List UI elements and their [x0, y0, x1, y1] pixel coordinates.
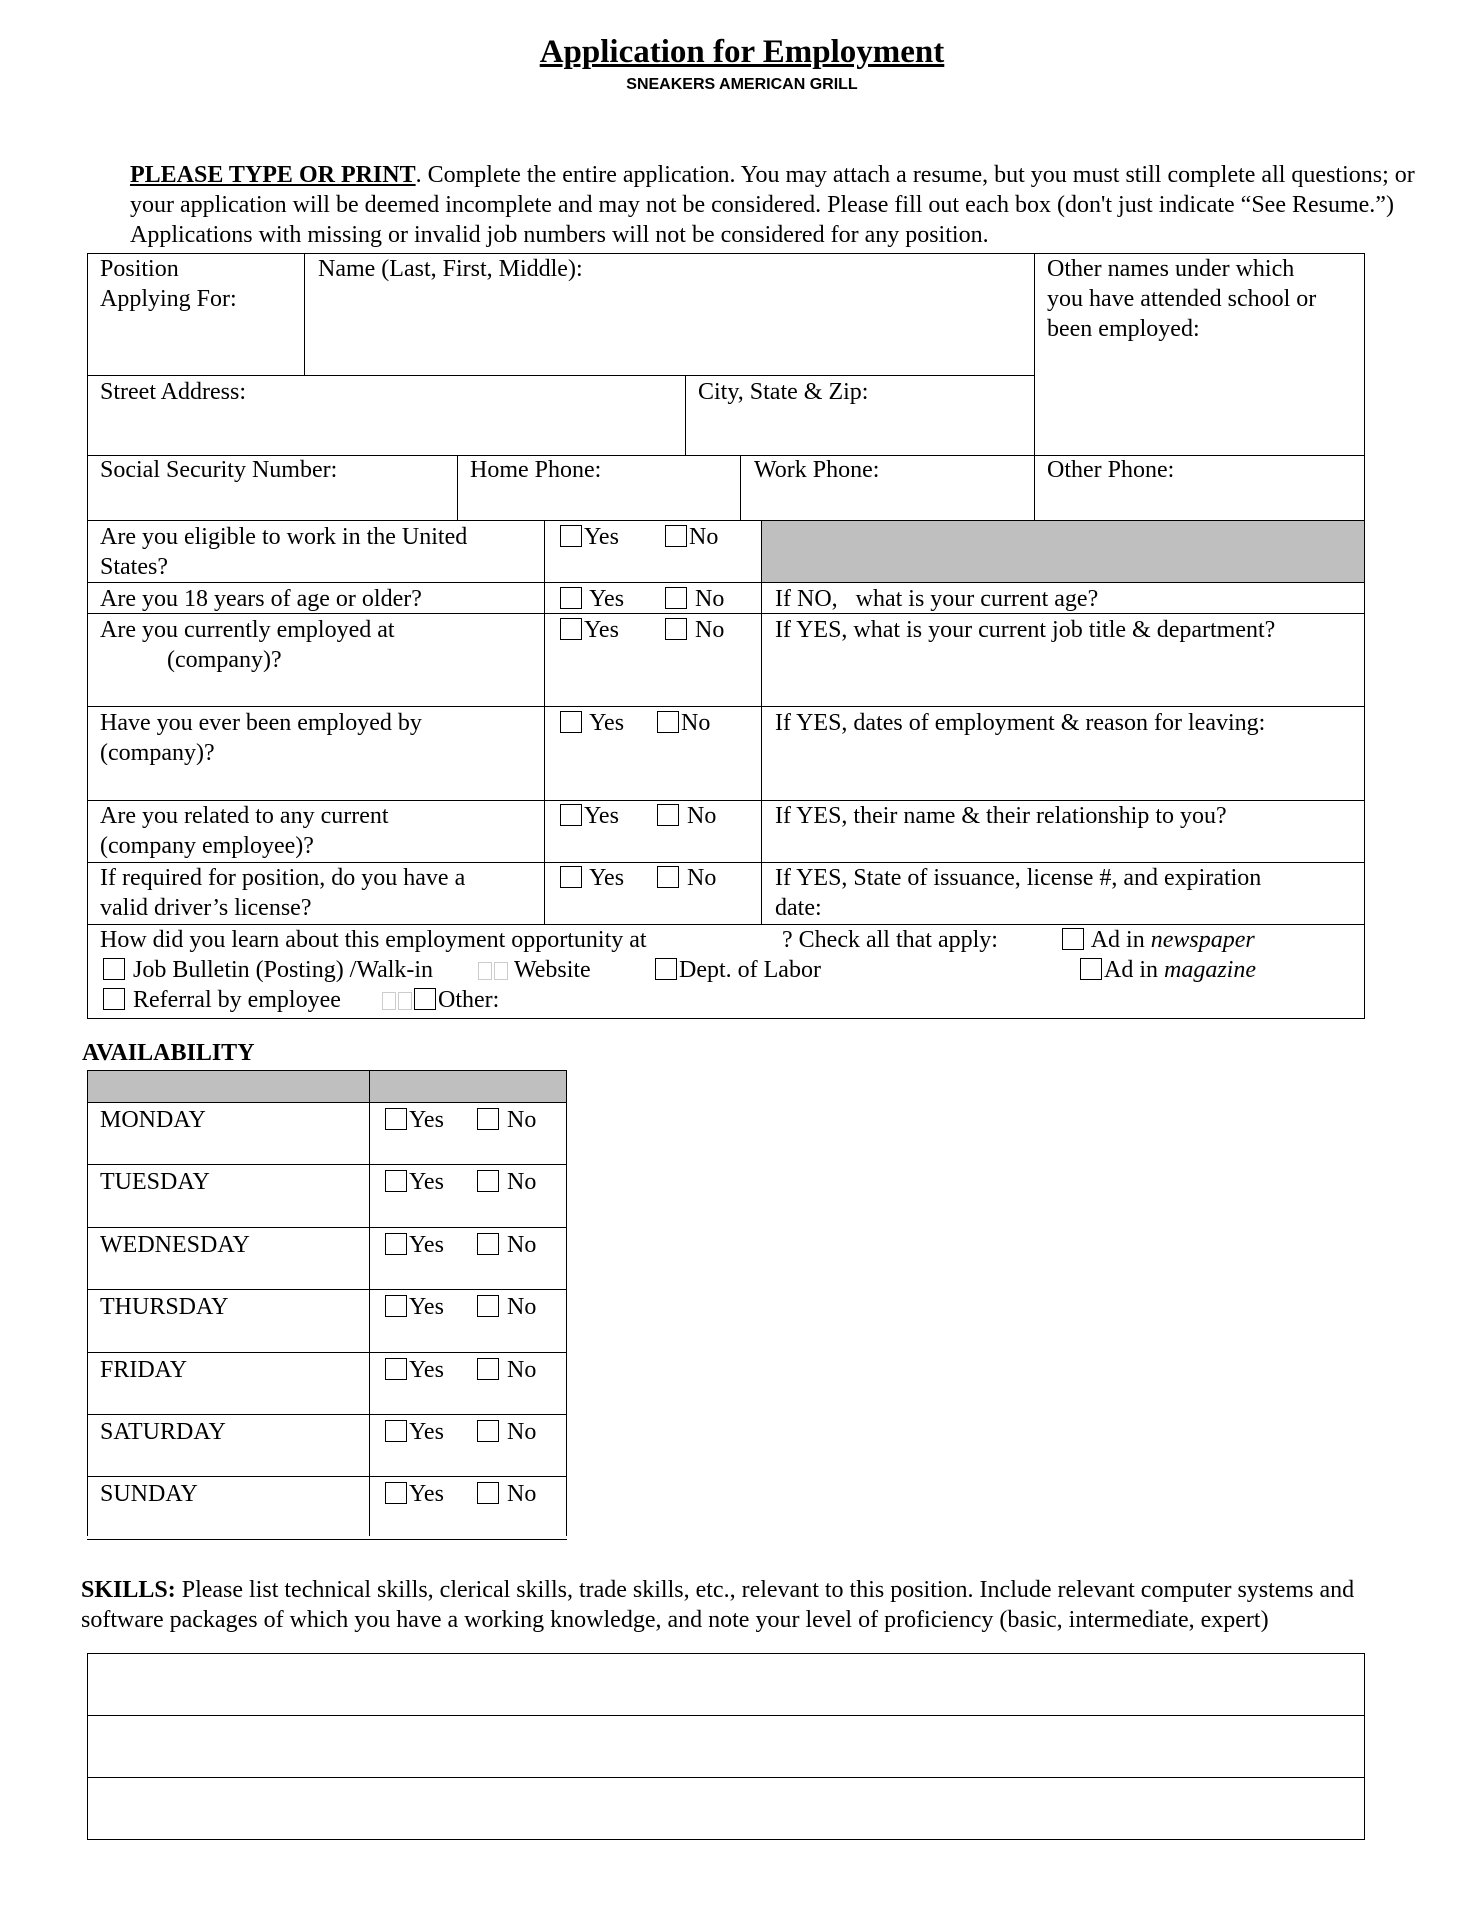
- q4-no[interactable]: No: [657, 708, 710, 738]
- other-option[interactable]: Other:: [382, 985, 499, 1015]
- instructions-lead: PLEASE TYPE OR PRINT: [130, 162, 416, 188]
- checkbox[interactable]: [560, 866, 582, 888]
- q1-label-2: States?: [100, 554, 168, 580]
- divider: [1364, 1653, 1365, 1839]
- divider: [87, 1102, 567, 1103]
- checkbox[interactable]: [560, 804, 582, 826]
- availability-no[interactable]: No: [477, 1105, 536, 1135]
- checkbox[interactable]: [655, 958, 677, 980]
- checkbox[interactable]: [665, 525, 687, 547]
- home-phone-label: Home Phone:: [470, 457, 602, 483]
- job-bulletin-option[interactable]: Job Bulletin (Posting) /Walk-in: [103, 955, 433, 985]
- skills-text: Please list technical skills, clerical skills, trade skills, etc., relevant to this position. Include relevant computer systems and software packages of which you have a working knowledge, and note your level of proficiency (basic, intermediate, expert): [81, 1577, 1355, 1633]
- divider: [87, 582, 1364, 583]
- availability-day-wednesday: WEDNESDAY: [100, 1232, 250, 1258]
- divider: [740, 455, 741, 520]
- name-label: Name (Last, First, Middle):: [318, 256, 583, 282]
- q6-followup-1: If YES, State of issuance, license #, and expiration: [775, 865, 1262, 891]
- instructions-text: . Complete the entire application. You may attach a resume, but you must still complete all questions; or your application will be deemed incomplete and may not be considered. Please fill out each box (don't just indicate “See Resume.”) Applications with missing or invalid job numbers will not be considered for any position.: [130, 162, 1415, 248]
- divider: [87, 1070, 88, 1536]
- position-label-2: Applying For:: [100, 286, 237, 312]
- q5-label-1: Are you related to any current: [100, 803, 389, 829]
- checkbox[interactable]: [382, 992, 396, 1010]
- availability-yes[interactable]: Yes: [385, 1417, 444, 1447]
- q4-yes[interactable]: Yes: [560, 708, 624, 738]
- availability-day-friday: FRIDAY: [100, 1357, 188, 1383]
- q2-no[interactable]: No: [665, 584, 724, 614]
- learn-question: How did you learn about this employment opportunity at: [100, 927, 647, 953]
- website-option[interactable]: Website: [478, 955, 591, 985]
- street-label: Street Address:: [100, 379, 246, 405]
- checkbox[interactable]: [477, 1482, 499, 1504]
- divider: [87, 1070, 567, 1071]
- divider: [566, 1070, 567, 1536]
- q5-no[interactable]: No: [657, 801, 716, 831]
- referral-option[interactable]: Referral by employee: [103, 985, 341, 1015]
- q1-label-1: Are you eligible to work in the United: [100, 524, 468, 550]
- availability-day-sunday: SUNDAY: [100, 1481, 198, 1507]
- checkbox[interactable]: [385, 1233, 407, 1255]
- work-phone-label: Work Phone:: [754, 457, 880, 483]
- checkbox[interactable]: [665, 587, 687, 609]
- availability-no[interactable]: No: [477, 1417, 536, 1447]
- checkbox[interactable]: [477, 1420, 499, 1442]
- availability-day-saturday: SATURDAY: [100, 1419, 226, 1445]
- checkbox[interactable]: [560, 587, 582, 609]
- checkbox[interactable]: [657, 866, 679, 888]
- divider: [87, 1839, 1365, 1840]
- checkbox[interactable]: [385, 1358, 407, 1380]
- availability-yes[interactable]: Yes: [385, 1292, 444, 1322]
- checkbox[interactable]: [560, 618, 582, 640]
- q6-label-1: If required for position, do you have a: [100, 865, 466, 891]
- availability-day-thursday: THURSDAY: [100, 1294, 229, 1320]
- city-label: City, State & Zip:: [698, 379, 869, 405]
- availability-yes[interactable]: Yes: [385, 1479, 444, 1509]
- checkbox[interactable]: [385, 1482, 407, 1504]
- skills-field-2[interactable]: [88, 1716, 1364, 1777]
- q6-followup-2: date:: [775, 895, 822, 921]
- checkbox[interactable]: [657, 804, 679, 826]
- availability-yes[interactable]: Yes: [385, 1355, 444, 1385]
- skills-instructions: [81, 1575, 1401, 1635]
- q6-label-2: valid driver’s license?: [100, 895, 312, 921]
- availability-day-tuesday: TUESDAY: [100, 1169, 210, 1195]
- skills-field-3[interactable]: [88, 1778, 1364, 1839]
- divider: [87, 706, 1364, 707]
- checkbox[interactable]: [477, 1108, 499, 1130]
- q1-no[interactable]: No: [665, 522, 718, 552]
- form-right-border: [1364, 253, 1365, 1018]
- company-name: SNEAKERS AMERICAN GRILL: [626, 76, 858, 93]
- form-bottom-border: [87, 1018, 1365, 1019]
- other-names-label-2: you have attended school or: [1047, 286, 1317, 312]
- availability-day-monday: MONDAY: [100, 1107, 206, 1133]
- form-left-border: [87, 253, 88, 1018]
- checkbox[interactable]: [477, 1170, 499, 1192]
- checkbox[interactable]: [1080, 958, 1102, 980]
- q1-yes[interactable]: Yes: [560, 522, 619, 552]
- position-label-1: Position: [100, 256, 179, 282]
- q3-followup: If YES, what is your current job title & department?: [775, 617, 1276, 643]
- q4-followup: If YES, dates of employment & reason for leaving:: [775, 710, 1266, 736]
- q6-yes[interactable]: Yes: [560, 863, 624, 893]
- availability-heading: AVAILABILITY: [82, 1040, 255, 1066]
- availability-yes[interactable]: Yes: [385, 1230, 444, 1260]
- q6-no[interactable]: No: [657, 863, 716, 893]
- q5-followup: If YES, their name & their relationship to you?: [775, 803, 1227, 829]
- q3-no[interactable]: No: [665, 615, 724, 645]
- checkbox[interactable]: [1062, 928, 1084, 950]
- divider: [544, 520, 545, 924]
- learn-check-all: ? Check all that apply:: [782, 927, 998, 953]
- divider: [87, 1227, 567, 1228]
- instructions: [130, 160, 1450, 250]
- checkbox[interactable]: [385, 1108, 407, 1130]
- other-names-label-3: been employed:: [1047, 316, 1200, 342]
- q2-followup: If NO, what is your current age?: [775, 586, 1099, 612]
- checkbox[interactable]: [385, 1295, 407, 1317]
- availability-no[interactable]: No: [477, 1167, 536, 1197]
- checkbox[interactable]: [477, 1295, 499, 1317]
- ad-newspaper-option[interactable]: Ad in newspaper: [1062, 925, 1255, 955]
- checkbox[interactable]: [560, 525, 582, 547]
- availability-yes[interactable]: Yes: [385, 1105, 444, 1135]
- availability-no[interactable]: No: [477, 1355, 536, 1385]
- q2-yes[interactable]: Yes: [560, 584, 624, 614]
- checkbox[interactable]: [665, 618, 687, 640]
- divider: [1034, 253, 1035, 520]
- q4-label-2: (company)?: [100, 740, 215, 766]
- checkbox[interactable]: [477, 1233, 499, 1255]
- availability-no[interactable]: No: [477, 1479, 536, 1509]
- checkbox[interactable]: [103, 958, 125, 980]
- checkbox[interactable]: [385, 1170, 407, 1192]
- q3-yes[interactable]: Yes: [560, 615, 619, 645]
- checkbox[interactable]: [385, 1420, 407, 1442]
- dept-labor-option[interactable]: Dept. of Labor: [655, 955, 821, 985]
- checkbox[interactable]: [560, 711, 582, 733]
- checkbox[interactable]: [657, 711, 679, 733]
- q3-label-1: Are you currently employed at: [100, 617, 395, 643]
- divider: [304, 253, 305, 375]
- other-names-label-1: Other names under which: [1047, 256, 1295, 282]
- shaded-cell: [762, 521, 1364, 582]
- availability-no[interactable]: No: [477, 1292, 536, 1322]
- checkbox[interactable]: [414, 988, 436, 1010]
- divider: [87, 1289, 567, 1290]
- divider: [87, 1414, 567, 1415]
- q5-label-2: (company employee)?: [100, 833, 314, 859]
- checkbox[interactable]: [103, 988, 125, 1010]
- q4-label-1: Have you ever been employed by: [100, 710, 422, 736]
- skills-lead: SKILLS:: [81, 1577, 176, 1603]
- checkbox[interactable]: [494, 962, 508, 980]
- q2-label: Are you 18 years of age or older?: [100, 586, 422, 612]
- divider: [87, 1476, 567, 1477]
- skills-field-1[interactable]: [88, 1654, 1364, 1715]
- divider: [87, 1164, 567, 1165]
- checkbox[interactable]: [477, 1358, 499, 1380]
- ad-magazine-option[interactable]: Ad in magazine: [1080, 955, 1256, 985]
- page-title: Application for Employment: [539, 34, 945, 70]
- divider: [87, 1539, 567, 1540]
- q3-label-2: (company)?: [167, 647, 282, 673]
- other-phone-label: Other Phone:: [1047, 457, 1175, 483]
- checkbox[interactable]: [398, 992, 412, 1010]
- divider: [457, 455, 458, 520]
- availability-no[interactable]: No: [477, 1230, 536, 1260]
- divider: [685, 375, 686, 455]
- q5-yes[interactable]: Yes: [560, 801, 619, 831]
- checkbox[interactable]: [478, 962, 492, 980]
- divider: [87, 375, 1034, 376]
- ssn-label: Social Security Number:: [100, 457, 338, 483]
- divider: [87, 1352, 567, 1353]
- availability-header-row: [88, 1071, 566, 1102]
- availability-yes[interactable]: Yes: [385, 1167, 444, 1197]
- divider: [369, 1070, 370, 1536]
